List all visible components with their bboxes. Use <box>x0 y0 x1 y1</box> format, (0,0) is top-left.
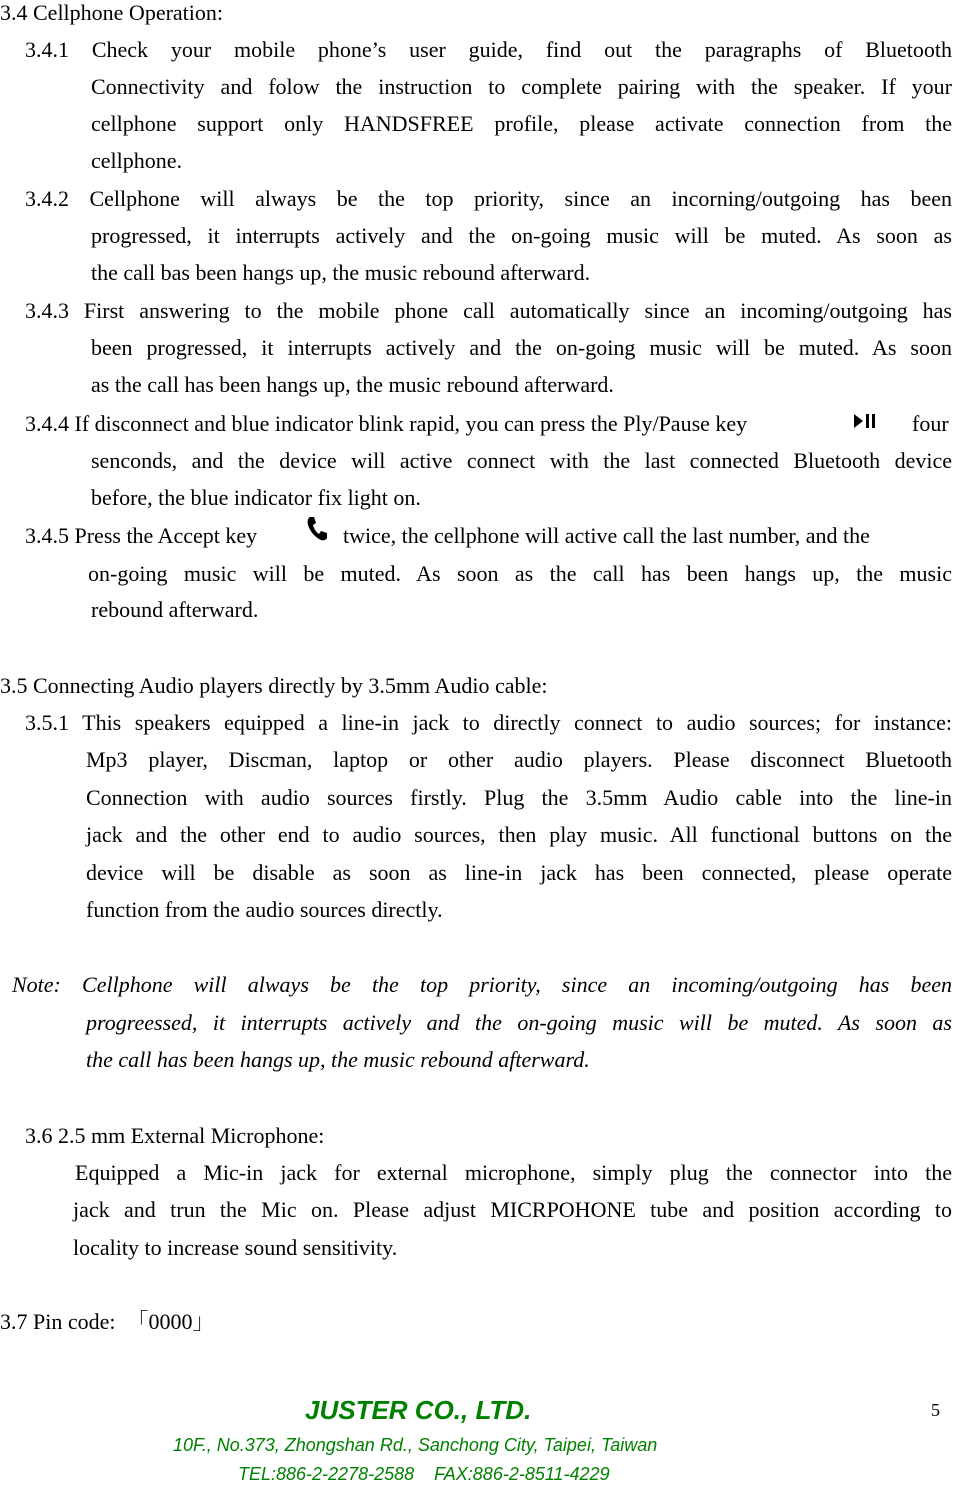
play-pause-icon <box>852 410 878 438</box>
item-3-5-1-line-3: Connection with audio sources firstly. Plug the 3.5mm Audio cable into the line-in <box>86 785 952 810</box>
item-3-4-4-line-1a: 3.4.4 If disconnect and blue indicator blink rapid, you can press the Ply/Pause key <box>25 411 748 436</box>
item-3-4-1-line-4: cellphone. <box>91 148 183 173</box>
item-3-4-2-line-2: progressed, it interrupts actively and the on-going music will be muted. As soon as <box>91 223 952 248</box>
footer-address: 10F., No.373, Zhongshan Rd., Sanchong City, Taipei, Taiwan <box>173 1435 658 1455</box>
note-line-2: progreessed, it interrupts actively and the on-going music will be muted. As soon as <box>86 1010 952 1035</box>
item-3-5-1-line-6: function from the audio sources directly. <box>86 897 443 922</box>
section-3-6-line-3: locality to increase sound sensitivity. <box>73 1235 398 1260</box>
item-3-4-1-line-2: Connectivity and folow the instruction to complete pairing with the speaker. If your <box>91 74 952 99</box>
section-3-6-line-1: Equipped a Mic-in jack for external microphone, simply plug the connector into the <box>75 1160 952 1185</box>
section-3-4-heading: 3.4 Cellphone Operation: <box>0 0 224 25</box>
item-3-4-5-line-1a: 3.4.5 Press the Accept key <box>25 523 258 548</box>
item-3-4-5-line-3: rebound afterward. <box>91 597 259 622</box>
item-3-4-3-line-2: been progressed, it interrupts actively and the on-going music will be muted. As soon <box>91 335 952 360</box>
page-number: 5 <box>931 1400 940 1420</box>
item-3-4-2-line-3: the call bas been hangs up, the music rebound afterward. <box>91 260 591 285</box>
pin-code: 3.7 Pin code: 「0000」 <box>0 1309 215 1334</box>
footer-contact: TEL:886-2-2278-2588 FAX:886-2-8511-4229 <box>238 1464 610 1484</box>
note-line-3: the call has been hangs up, the music rebound afterward. <box>86 1047 590 1072</box>
item-3-4-4-line-1b: four <box>912 411 949 436</box>
section-3-5-heading: 3.5 Connecting Audio players directly by 3.5mm Audio cable: <box>0 673 548 698</box>
item-3-4-1-line-3: cellphone support only HANDSFREE profile, please activate connection from the <box>91 111 952 136</box>
note-line-1: Note: Cellphone will always be the top priority, since an incoming/outgoing has been <box>12 972 952 997</box>
item-3-5-1-line-2: Mp3 player, Discman, laptop or other audio players. Please disconnect Bluetooth <box>86 747 952 772</box>
item-3-4-2-line-1: 3.4.2 Cellphone will always be the top priority, since an incorning/outgoing has been <box>25 186 952 211</box>
item-3-4-5-line-2: on-going music will be muted. As soon as the call has been hangs up, the music <box>88 561 952 586</box>
item-3-4-3-line-3: as the call has been hangs up, the music rebound afterward. <box>91 372 614 397</box>
item-3-4-3-line-1: 3.4.3 First answering to the mobile phone call automatically since an incoming/outgoing has <box>25 298 952 323</box>
item-3-5-1-line-5: device will be disable as soon as line-in jack has been connected, please operate <box>86 860 952 885</box>
item-3-4-5-line-1b: twice, the cellphone will active call the last number, and the <box>343 523 870 548</box>
item-3-5-1-line-4: jack and the other end to audio sources, then play music. All functional buttons on the <box>86 822 952 847</box>
item-3-5-1-line-1: 3.5.1 This speakers equipped a line-in jack to directly connect to audio sources; for instance: <box>25 710 952 735</box>
item-3-4-4-line-3: before, the blue indicator fix light on. <box>91 485 421 510</box>
section-3-6-line-2: jack and trun the Mic on. Please adjust MICRPOHONE tube and position according to <box>73 1197 952 1222</box>
item-3-4-1-line-1: 3.4.1 Check your mobile phone’s user guide, find out the paragraphs of Bluetooth <box>25 37 952 62</box>
item-3-4-4-line-2: senconds, and the device will active connect with the last connected Bluetooth device <box>91 448 952 473</box>
footer-company-name: JUSTER CO., LTD. <box>305 1395 532 1425</box>
section-3-6-heading: 3.6 2.5 mm External Microphone: <box>25 1123 325 1148</box>
phone-icon <box>305 515 329 549</box>
